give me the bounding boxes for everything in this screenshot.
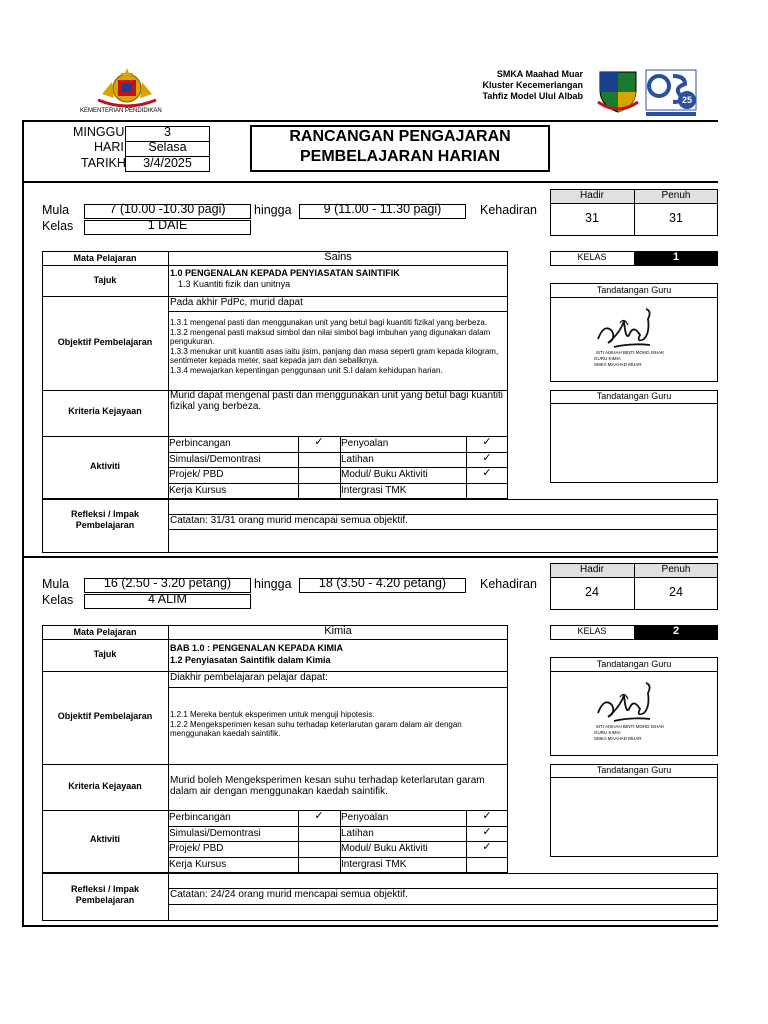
- lesson1-kriteria: Murid dapat mengenal pasti dan menggunakan unit yang betul bagi kuantiti fizikal yang berbeza.: [170, 390, 504, 412]
- minggu-label: MINGGU: [73, 125, 125, 139]
- kelas-label: Kelas: [42, 219, 74, 233]
- mula-label: Mula: [42, 203, 70, 217]
- tarikh-label: TARIKH: [81, 156, 126, 170]
- page-title-line1: RANCANGAN PENGAJARAN: [289, 128, 511, 145]
- signature-name: SITI AISHAH BINTI MOHD ISHAK: [595, 724, 665, 729]
- aktiviti-label: Aktiviti: [89, 461, 120, 471]
- check-icon: ✓: [482, 436, 492, 448]
- tandatangan-label: Tandatangan Guru: [596, 765, 672, 775]
- aktiviti-label: Aktiviti: [89, 834, 120, 844]
- lesson2-mula: 16 (2.50 - 3.20 petang): [103, 576, 232, 590]
- school-cluster: Kluster Kecemerlangan: [482, 80, 583, 90]
- hingga-label: hingga: [254, 577, 292, 591]
- activity-perbincangan: Perbincangan: [169, 438, 231, 449]
- penuh-header: Penuh: [661, 564, 691, 575]
- hari-value: Selasa: [148, 140, 187, 154]
- lesson1-tajuk-main: 1.0 PENGENALAN KEPADA PENYIASATAN SAINTIFIK: [170, 268, 400, 278]
- signature-school: SMKA MAAHAD MUAR: [594, 736, 642, 741]
- activity-projek: Projek/ PBD: [169, 843, 224, 854]
- lesson1-obj-intro: Pada akhir PdPc, murid dapat: [170, 297, 303, 308]
- activity-tmk: Intergrasi TMK: [341, 485, 407, 496]
- cluster-logo: [645, 68, 697, 118]
- school-crest-logo: [596, 68, 640, 114]
- activity-tmk: Intergrasi TMK: [341, 859, 407, 870]
- check-icon: ✓: [314, 436, 324, 448]
- tandatangan-label: Tandatangan Guru: [596, 391, 672, 401]
- signature-position: GURU KIMIA: [594, 356, 621, 361]
- lesson1-obj-detail: 1.3.1 mengenal pasti dan menggunakan unit yang betul bagi kuantiti fizikal yang berbeza. 1.3.2 mengenal pasti maksud simbol dan nilai simbol bagi imbuhan yang digunakan dalam pengukuran. 1.3.3 menukar unit kuantiti asas iaitu jisim, panjang dan masa seperti gram kepada kilogram, sentimeter kepada meter, saat kepada jam dan sebaliknya. 1.3.4 mewajarkan kepentingan penggunaan unit S.I dalam kehidupan harian.: [170, 318, 499, 375]
- lesson2-subject: Kimia: [324, 625, 352, 637]
- mata-pelajaran-label: Mata Pelajaran: [73, 627, 137, 637]
- kehadiran-label: Kehadiran: [480, 577, 537, 591]
- refleksi-label-2: Pembelajaran: [75, 520, 135, 530]
- refleksi-label: Refleksi / Impak: [70, 884, 140, 894]
- check-icon: ✓: [482, 467, 492, 479]
- page-title-line2: PEMBELAJARAN HARIAN: [299, 148, 500, 165]
- lesson2-catatan: Catatan: 24/24 orang murid mencapai semua objektif.: [170, 889, 408, 900]
- kriteria-label: Kriteria Kejayaan: [68, 781, 142, 791]
- lesson1-hingga: 9 (11.00 - 11.30 pagi): [323, 202, 442, 216]
- penuh-header: Penuh: [661, 190, 691, 201]
- activity-modul: Modul/ Buku Aktiviti: [341, 469, 428, 480]
- lesson1-kelas: 1 DAIE: [147, 218, 188, 232]
- activity-kerja-kursus: Kerja Kursus: [169, 485, 227, 496]
- hadir-header: Hadir: [580, 564, 604, 575]
- activity-penyoalan: Penyoalan: [341, 438, 389, 449]
- minggu-value: 3: [164, 125, 171, 139]
- kriteria-label: Kriteria Kejayaan: [68, 406, 142, 416]
- tarikh-value: 3/4/2025: [143, 156, 192, 170]
- signature-name: SITI AISHAH BINTI MOHD ISHAK: [595, 350, 665, 355]
- lesson2-penuh: 24: [669, 585, 683, 599]
- tajuk-label: Tajuk: [93, 275, 117, 285]
- tandatangan-label: Tandatangan Guru: [596, 659, 672, 669]
- signature-position: GURU KIMIA: [594, 730, 621, 735]
- mula-label: Mula: [42, 577, 70, 591]
- hari-label: HARI: [94, 140, 124, 154]
- kelas-label: Kelas: [42, 593, 74, 607]
- activity-latihan: Latihan: [341, 454, 374, 465]
- lesson1-penuh: 31: [669, 211, 683, 225]
- lesson1-subject: Sains: [324, 251, 352, 263]
- kehadiran-label: Kehadiran: [480, 203, 537, 217]
- ministry-name: KEMENTERIAN PENDIDIKAN: [80, 108, 162, 114]
- tajuk-label: Tajuk: [93, 649, 117, 659]
- school-name: SMKA Maahad Muar: [496, 69, 583, 79]
- hingga-label: hingga: [254, 203, 292, 217]
- lesson2-tajuk-sub: 1.2 Penyiasatan Saintifik dalam Kimia: [170, 655, 331, 665]
- activity-simulasi: Simulasi/Demontrasi: [169, 828, 261, 839]
- check-icon: ✓: [314, 810, 324, 822]
- lesson1-hadir: 31: [585, 211, 599, 225]
- lesson1-catatan: Catatan: 31/31 orang murid mencapai semua objektif.: [170, 515, 408, 526]
- lesson2-kelas: 4 ALIM: [148, 592, 187, 606]
- check-icon: ✓: [482, 810, 492, 822]
- refleksi-label-2: Pembelajaran: [75, 895, 135, 905]
- signature-school: SMKA MAAHAD MUAR: [594, 362, 642, 367]
- kelas-box-label: KELAS: [577, 252, 607, 262]
- kelas-box-label: KELAS: [577, 626, 607, 636]
- tandatangan-label: Tandatangan Guru: [596, 285, 672, 295]
- lesson1-tajuk-sub: 1.3 Kuantiti fizik dan unitnya: [178, 279, 291, 289]
- hadir-header: Hadir: [580, 190, 604, 201]
- activity-kerja-kursus: Kerja Kursus: [169, 859, 227, 870]
- activity-latihan: Latihan: [341, 828, 374, 839]
- badge-number: 25: [681, 95, 693, 105]
- activity-projek: Projek/ PBD: [169, 469, 224, 480]
- lesson2-tajuk-main: BAB 1.0 : PENGENALAN KEPADA KIMIA: [170, 643, 344, 653]
- objektif-label: Objektif Pembelajaran: [57, 711, 153, 721]
- check-icon: ✓: [482, 841, 492, 853]
- mata-pelajaran-label: Mata Pelajaran: [73, 253, 137, 263]
- lesson2-hadir: 24: [585, 585, 599, 599]
- lesson1-kelas-no: 1: [672, 251, 680, 263]
- lesson2-kelas-no: 2: [672, 625, 680, 637]
- lesson2-hingga: 18 (3.50 - 4.20 petang): [318, 576, 447, 590]
- lesson1-mula: 7 (10.00 -10.30 pagi): [109, 202, 226, 216]
- lesson2-kriteria: Murid boleh Mengeksperimen kesan suhu terhadap keterlarutan garam dalam air dengan menggunakan kaedah saintifik.: [170, 775, 485, 797]
- activity-perbincangan: Perbincangan: [169, 812, 231, 823]
- school-program: Tahfiz Model Ulul Albab: [482, 91, 583, 101]
- activity-modul: Modul/ Buku Aktiviti: [341, 843, 428, 854]
- lesson2-obj-detail: 1.2.1 Mereka bentuk eksperimen untuk menguji hipotesis. 1.2.2 Mengeksperimen kesan suhu terhadap keterlarutan garam dalam air dengan menggunakan kaedah saintifik.: [170, 710, 462, 738]
- check-icon: ✓: [482, 452, 492, 464]
- lesson2-obj-intro: Diakhir pembelajaran pelajar dapat:: [170, 672, 328, 683]
- check-icon: ✓: [482, 826, 492, 838]
- objektif-label: Objektif Pembelajaran: [57, 337, 153, 347]
- refleksi-label: Refleksi / Impak: [70, 509, 140, 519]
- activity-penyoalan: Penyoalan: [341, 812, 389, 823]
- activity-simulasi: Simulasi/Demontrasi: [169, 454, 261, 465]
